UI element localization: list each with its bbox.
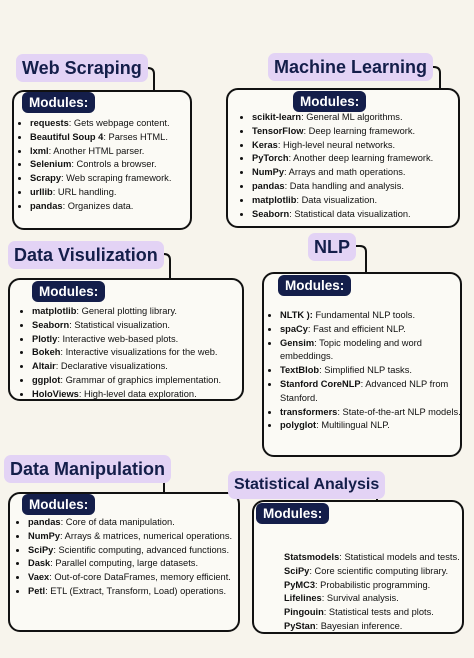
module-name: transformers [280, 406, 338, 417]
module-name: matplotlib [32, 306, 77, 316]
module-description: : Statistical tests and plots. [323, 607, 434, 618]
module-item [284, 579, 464, 593]
module-description: : Interactive visualizations for the web. [60, 347, 218, 358]
module-item [32, 374, 256, 388]
module-name: Seaborn [252, 208, 290, 219]
module-item [280, 337, 468, 365]
module-description: : URL handling. [52, 186, 117, 197]
module-item [30, 158, 202, 172]
module-name: Seaborn [32, 319, 70, 330]
module-name: NumPy [28, 530, 61, 541]
section-title-machine-learning: Machine Learning [268, 53, 433, 81]
modules-label-nlp: Modules: [278, 275, 351, 296]
module-item [284, 592, 464, 606]
module-name: Plotly [32, 333, 58, 344]
module-item [252, 208, 470, 222]
module-name: requests [30, 118, 69, 128]
module-description: : High-level neural networks. [277, 139, 396, 150]
module-description: : General ML algorithms. [301, 112, 403, 122]
module-name: Gensim [280, 337, 315, 348]
module-item [28, 557, 252, 571]
module-description: : Interactive web-based plots. [57, 333, 179, 344]
module-name: Dask [28, 558, 51, 569]
module-item [30, 145, 202, 159]
module-item [280, 378, 468, 406]
module-list-nlp [268, 309, 468, 433]
module-list-data-visualization [20, 305, 256, 402]
module-item [252, 194, 470, 208]
module-list-data-manipulation [16, 516, 252, 599]
section-title-data-visualization: Data Visulization [8, 241, 164, 269]
module-description: : Grammar of graphics implementation. [60, 374, 222, 385]
module-name: matplotlib [252, 194, 297, 205]
module-description: : Parallel computing, large datasets. [50, 558, 199, 569]
module-item [252, 180, 470, 194]
module-description: : General plotting library. [76, 306, 178, 316]
module-description: : Statistical visualization. [69, 319, 170, 330]
module-description: : Probabilistic programming. [315, 579, 431, 590]
module-name: Petl [28, 585, 46, 596]
modules-label-data-manipulation: Modules: [22, 494, 95, 515]
module-description: : Survival analysis. [321, 593, 399, 604]
module-item [280, 323, 468, 337]
module-description: : Another HTML parser. [48, 145, 145, 156]
module-item [28, 544, 252, 558]
module-item [32, 346, 256, 360]
module-list-web-scraping [18, 117, 202, 214]
module-item [32, 388, 256, 402]
module-name: Lifelines [284, 593, 322, 604]
module-list-machine-learning [240, 111, 470, 221]
module-item [28, 516, 252, 530]
module-item [252, 125, 470, 139]
module-name: polyglot [280, 420, 317, 431]
module-description: : High-level data exploration. [78, 388, 197, 399]
module-description: : Multilingual NLP. [316, 420, 390, 431]
module-item [30, 200, 202, 214]
modules-label-web-scraping: Modules: [22, 92, 95, 113]
module-name: pandas [252, 180, 285, 191]
module-description: : Data visualization. [296, 194, 378, 205]
module-description: : Deep learning framework. [303, 125, 416, 136]
module-name: SciPy [28, 544, 54, 555]
module-name: PyMC3 [284, 579, 316, 590]
module-item [252, 111, 470, 125]
module-item [32, 319, 256, 333]
module-description: : Statistical models and tests. [339, 552, 460, 562]
module-name: pandas [28, 517, 61, 527]
module-name: PyTorch [252, 153, 289, 164]
module-name: Statsmodels [284, 552, 340, 562]
module-description: : Another deep learning framework. [288, 153, 434, 164]
module-description: Fundamental NLP tools. [312, 310, 416, 320]
module-item [28, 585, 252, 599]
module-item [28, 571, 252, 585]
module-description: : Declarative visualizations. [55, 361, 168, 372]
module-item [32, 333, 256, 347]
section-title-web-scraping: Web Scraping [16, 54, 148, 82]
module-item [252, 152, 470, 166]
module-description: : Core of data manipulation. [60, 517, 175, 527]
module-item [280, 309, 468, 323]
module-description: : Core scientific computing library. [309, 565, 449, 576]
module-name: Selenium [30, 159, 72, 170]
module-name: ggplot [32, 374, 61, 385]
section-title-data-manipulation: Data Manipulation [4, 455, 171, 483]
module-item [284, 620, 464, 634]
module-description: : Out-of-core DataFrames, memory efficient. [49, 572, 231, 583]
module-description: : Arrays and math operations. [284, 167, 406, 178]
module-name: Altair [32, 361, 56, 372]
module-name: TextBlob [280, 365, 320, 376]
module-item [32, 305, 256, 319]
module-item [284, 551, 464, 565]
module-description: : Controls a browser. [71, 159, 157, 170]
module-description: : Bayesian inference. [315, 620, 403, 631]
module-description: : Arrays & matrices, numerical operations. [60, 530, 233, 541]
module-name: pandas [30, 200, 63, 211]
module-name: Pingouin [284, 607, 324, 618]
module-name: TensorFlow [252, 125, 304, 136]
module-name: Keras [252, 139, 278, 150]
module-description: : Statistical data visualization. [289, 208, 411, 219]
module-description: : ETL (Extract, Transform, Load) operations. [45, 585, 227, 596]
module-description: : Data handling and analysis. [284, 180, 404, 191]
module-name: HoloViews [32, 388, 79, 399]
module-name: SciPy [284, 565, 310, 576]
module-item [280, 406, 468, 420]
module-item [30, 117, 202, 131]
module-name: NLTK ): [280, 310, 313, 320]
module-name: Bokeh [32, 347, 61, 358]
module-name: urllib [30, 186, 53, 197]
module-description: : Web scraping framework. [61, 173, 172, 184]
module-name: lxml [30, 145, 49, 156]
module-description: : Fast and efficient NLP. [307, 323, 406, 334]
module-name: Vaex [28, 572, 50, 583]
module-description: : Gets webpage content. [68, 118, 170, 128]
module-item [30, 131, 202, 145]
module-item [280, 419, 468, 433]
module-description: : Scientific computing, advanced functions. [53, 544, 230, 555]
module-name: spaCy [280, 323, 308, 334]
module-name: Stanford CoreNLP [280, 378, 361, 389]
module-item [28, 530, 252, 544]
module-name: Scrapy [30, 173, 62, 184]
module-name: Beautiful Soup 4 [30, 131, 104, 142]
module-name: scikit-learn [252, 112, 302, 122]
module-name: PyStan [284, 620, 316, 631]
module-description: : Topic modeling and word embeddings. [280, 337, 422, 362]
section-title-nlp: NLP [308, 233, 356, 261]
module-description: : Organizes data. [62, 200, 134, 211]
module-item [252, 139, 470, 153]
module-list-statistical-analysis [284, 551, 464, 634]
module-description: : Simplified NLP tasks. [319, 365, 412, 376]
module-name: NumPy [252, 167, 285, 178]
module-item [30, 172, 202, 186]
module-item [30, 186, 202, 200]
module-description: : Parses HTML. [103, 131, 168, 142]
module-item [284, 565, 464, 579]
section-title-statistical-analysis: Statistical Analysis [228, 471, 385, 499]
modules-label-data-visualization: Modules: [32, 281, 105, 302]
module-description: : State-of-the-art NLP models. [337, 406, 461, 417]
module-item [252, 166, 470, 180]
module-item [280, 364, 468, 378]
module-item [284, 606, 464, 620]
module-description: : Advanced NLP from Stanford. [280, 378, 449, 403]
module-item [32, 360, 256, 374]
modules-label-machine-learning: Modules: [293, 91, 366, 112]
modules-label-statistical-analysis: Modules: [256, 503, 329, 524]
